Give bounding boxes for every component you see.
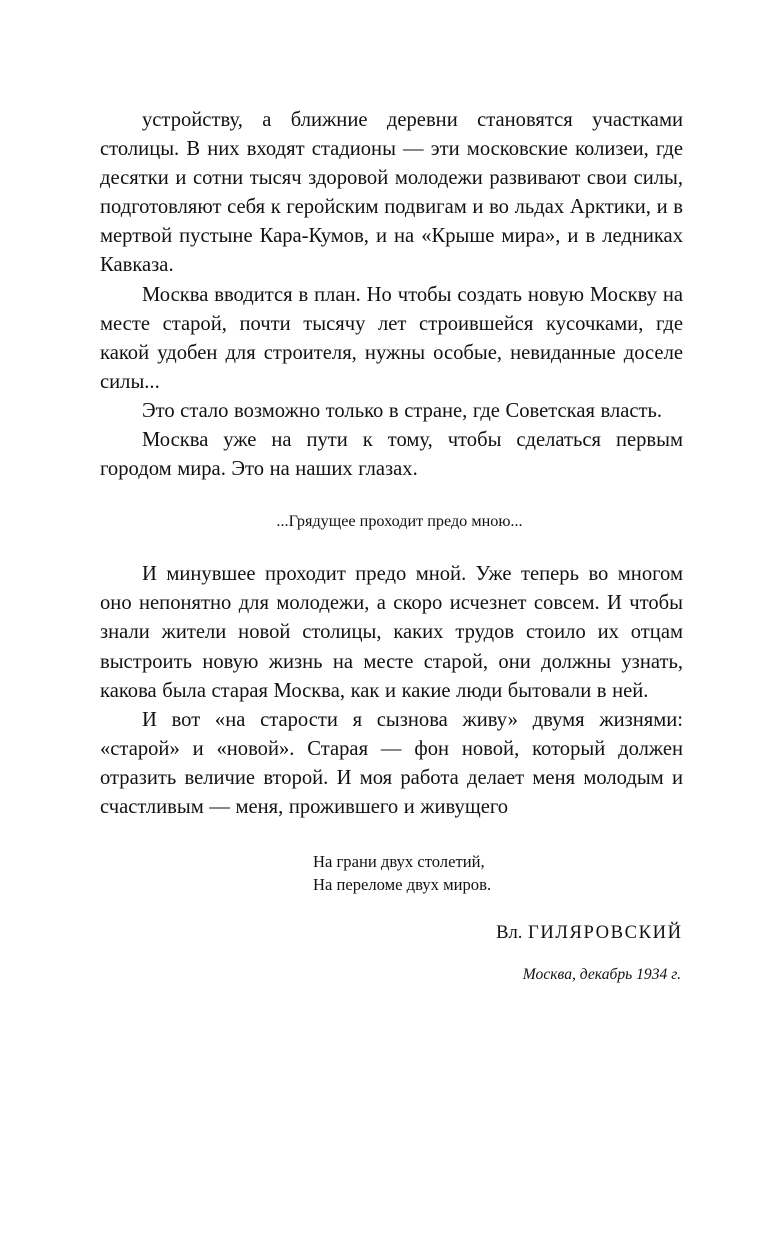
author-signature <box>100 897 683 945</box>
signature-last-name: ГИЛЯРОВСКИЙ <box>528 921 683 943</box>
verse-couplet <box>100 822 683 897</box>
paragraph-moscow-plan: Москва вводится в план. Но чтобы создать новую Москву на месте старой, почти тысячу лет строившейся кусочками, где какой удобен для строителя, нужны особые, невиданные доселе силы... <box>100 283 683 393</box>
paragraph-first-city: Москва уже на пути к тому, чтобы сделаться первым городом мира. Это на наших глазах. <box>100 429 683 481</box>
dateline: Москва, декабрь 1934 г. <box>522 965 681 983</box>
epigraph: ...Грядущее проходит предо мною... <box>276 512 523 531</box>
text-column <box>100 106 683 985</box>
paragraph-soviet-power: Это стало возможно только в стране, где Советская власть. <box>142 399 663 422</box>
paragraph-past-passes: И минувшее проходит предо мной. Уже теперь во многом оно непонятно для молодежи, а скоро исчезнет совсем. И чтобы знали жители новой столицы, каких трудов стоило их отцам выстроить новую жизнь на месте старой, они должны узнать, какова была старая Москва, как и какие люди бытовали в ней. <box>100 563 683 702</box>
verse-line-1: На грани двух столетий, <box>313 852 485 872</box>
signature-first-name: Вл. <box>496 921 523 943</box>
verse-line-2: На переломе двух миров. <box>313 875 492 895</box>
paragraph-two-lives: И вот «на старости я сызнова живу» двумя жизнями: «старой» и «новой». Старая — фон новой, который должен отразить величие второй. И моя работа делает меня молодым и счастливым — меня, прожившего и живущего <box>100 708 683 818</box>
paragraph-continued: устройству, а ближние деревни становятся участками столицы. В них входят стадионы — эти московские колизеи, где десятки и сотни тысяч здоровой молодежи развивают свои силы, подготовляют себя к геройским подвигам и во льдах Арктики, и в мертвой пустыне Кара-Кумов, и на «Крыше мира», и в ледниках Кавказа. <box>100 109 683 277</box>
